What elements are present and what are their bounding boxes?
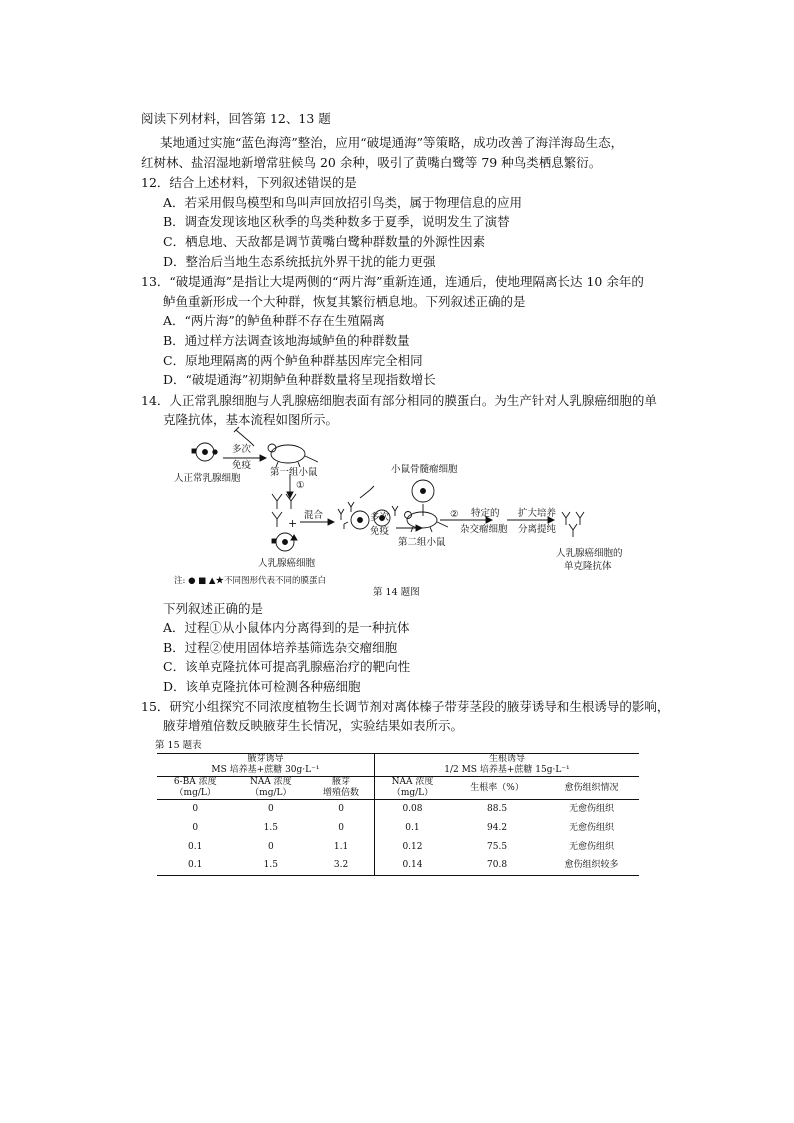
- group-rooting: [374, 754, 639, 777]
- material-line-1: 某地通过实施“蓝色海湾”整治，应用“破堤通海”等策略，成功改善了海洋海岛生态，: [160, 135, 624, 150]
- header-naa-1-b: （mg/L）: [250, 788, 292, 798]
- cell: 无愈伤组织: [569, 841, 615, 852]
- cell: 0: [192, 822, 199, 833]
- header-6ba-a: 6-BA 浓度: [173, 777, 217, 787]
- cell: 0: [308, 800, 374, 819]
- cell: 无愈伤组织: [569, 803, 615, 814]
- cell: 0.1: [157, 857, 233, 876]
- header-root-text: 生根率（%）: [470, 782, 524, 793]
- mouse-1-icon: [268, 444, 318, 467]
- group-2-title: 生根诱导: [488, 754, 525, 764]
- mouse-2-label: 第二组小鼠: [398, 537, 446, 548]
- hybridoma-label-b: 杂交瘤细胞: [460, 524, 508, 535]
- q13-option-b: B．通过样方法调查该地海域鲈鱼的种群数量: [163, 333, 410, 348]
- cell: 0: [267, 841, 274, 852]
- q14-option-b: B．过程②使用固体培养基筛选杂交瘤细胞: [163, 640, 398, 655]
- q14-option-a: A．过程①从小鼠体内分离得到的是一种抗体: [163, 620, 410, 635]
- q14-flow-diagram: [160, 424, 660, 600]
- cell: 75.5: [487, 841, 508, 852]
- cell: 无愈伤组织: [569, 822, 615, 833]
- svg-text:+: +: [288, 517, 298, 530]
- cancer-cell-label: 人乳腺癌细胞: [258, 558, 316, 569]
- q14-ask: 下列叙述正确的是: [163, 601, 264, 616]
- normal-cell-label: 人正常乳腺细胞: [174, 473, 241, 484]
- header-bud: [308, 777, 374, 800]
- header-6ba: [157, 777, 233, 800]
- cell: 愈伤组织较多: [544, 857, 639, 876]
- syringe-icon: [360, 486, 374, 498]
- cancer-cell-icon: [272, 533, 297, 551]
- q14-option-d: D．该单克隆抗体可检测各种癌细胞: [163, 679, 361, 694]
- cell: 0: [308, 819, 374, 838]
- header-naa-2: [374, 777, 450, 800]
- cell: 0.1: [405, 822, 420, 833]
- header-naa-1-a: NAA 浓度: [249, 777, 292, 787]
- header-naa-2-a: NAA 浓度: [391, 777, 434, 787]
- cell: 0.08: [402, 803, 423, 814]
- myeloma-label: 小鼠骨髓瘤细胞: [391, 464, 458, 475]
- monoclonal-antibody-icon: [562, 512, 584, 537]
- cell: 0.14: [374, 857, 450, 876]
- cell: 1.1: [308, 838, 374, 857]
- figure-caption: 第 14 题图: [373, 587, 420, 598]
- result-label-b: 单克隆抗体: [564, 561, 612, 572]
- q13-option-c: C．原地理隔离的两个鲈鱼种群基因库完全相同: [163, 353, 423, 368]
- q15-results-table: [157, 753, 639, 876]
- table-row: [157, 800, 639, 819]
- material-line-2: 红树林、盐沼湿地新增常驻候鸟 20 余种，吸引了黄嘴白鹭等 79 种鸟类栖息繁衍。: [141, 155, 602, 170]
- group-2-medium: 1/2 MS 培养基+蔗糖 15g·L⁻¹: [444, 765, 570, 775]
- cell: 0: [267, 803, 274, 814]
- header-bud-b: 增殖倍数: [323, 788, 360, 798]
- q12-option-b: B．调查发现该地区秋季的鸟类种数多于夏季，说明发生了演替: [163, 214, 510, 229]
- table-row: [157, 819, 639, 838]
- header-naa-1: [233, 777, 308, 800]
- q15-stem-2: 腋芽增殖倍数反映腋芽生长情况，实验结果如表所示。: [163, 718, 464, 733]
- q14-option-c: C．该单克隆抗体可提高乳腺癌治疗的靶向性: [163, 659, 411, 674]
- header-bud-a: 腋芽: [332, 777, 351, 787]
- cell: 88.5: [487, 803, 508, 814]
- header-naa-2-b: （mg/L）: [391, 788, 434, 798]
- q13-option-a: A．“两片海”的鲈鱼种群不存在生殖隔离: [163, 313, 385, 328]
- mouse-2-icon: [405, 512, 449, 533]
- header-callus-text: 愈伤组织情况: [564, 782, 619, 793]
- cell: 94.2: [487, 822, 508, 833]
- q13-stem-1: 13．“破堤通海”是指让大堤两侧的“两片海”重新连通，连通后，使地理隔离长达 10 余年的: [141, 274, 644, 289]
- myeloma-cell-icon: [412, 480, 434, 502]
- q13-option-d: D．“破堤通海”初期鲈鱼种群数量将呈现指数增长: [163, 372, 436, 387]
- group-1-title: 腋芽诱导: [247, 754, 284, 764]
- header-root: [450, 777, 544, 800]
- header-callus: [544, 777, 639, 800]
- group-1-medium: MS 培养基+蔗糖 30g·L⁻¹: [211, 765, 320, 775]
- q12-stem: 12．结合上述材料，下列叙述错误的是: [141, 175, 357, 190]
- reading-intro: 阅读下列材料，回答第 12、13 题: [141, 111, 331, 126]
- immunize-1-label-b: 免疫: [232, 460, 252, 471]
- q12-option-d: D．整治后当地生态系统抵抗外界干扰的能力更强: [163, 254, 436, 269]
- cell: 0: [192, 803, 199, 814]
- hybridoma-label-a: 特定的: [471, 508, 500, 519]
- q12-option-a: A．若采用假鸟模型和鸟叫声回放招引鸟类，属于物理信息的应用: [163, 195, 523, 210]
- cell: 0.1: [188, 841, 203, 852]
- mix-label: 混合: [304, 510, 324, 521]
- immunize-2-label-b: 免疫: [370, 526, 390, 537]
- immunize-2-label-a: 多次: [370, 512, 390, 523]
- immunize-1-label-a: 多次: [232, 444, 252, 455]
- cell: 1.5: [233, 857, 308, 876]
- q15-table-title: 第 15 题表: [155, 740, 202, 751]
- table-row: [157, 838, 639, 857]
- result-label-a: 人乳腺癌细胞的: [556, 548, 623, 559]
- mouse-1-label: 第一组小鼠: [270, 467, 318, 478]
- q15-stem-1: 15．研究小组探究不同浓度植物生长调节剂对离体榛子带芽茎段的腋芽诱导和生根诱导的影响，: [141, 699, 670, 714]
- cell: 70.8: [450, 857, 544, 876]
- header-6ba-b: （mg/L）: [174, 788, 216, 798]
- normal-cell-icon: [192, 443, 217, 461]
- q14-stem-2: 克隆抗体，基本流程如图所示。: [163, 412, 339, 427]
- cell: 0.12: [402, 841, 423, 852]
- q13-stem-2: 鲈鱼重新形成一个大种群，恢复其繁衍栖息地。下列叙述正确的是: [163, 294, 526, 309]
- cell: 1.5: [263, 822, 278, 833]
- figure-note: 注: ● ■ ▲★不同图形代表不同的膜蛋白: [174, 576, 326, 586]
- step-2-label: ②: [450, 509, 459, 520]
- q12-option-c: C．栖息地、天敌都是调节黄嘴白鹭种群数量的外源性因素: [163, 234, 486, 249]
- cell: 3.2: [308, 857, 374, 876]
- step-1-label: ①: [296, 480, 305, 491]
- table-row: [157, 857, 639, 876]
- culture-label-b: 分离提纯: [518, 524, 557, 535]
- group-axillary-bud: [157, 754, 374, 777]
- culture-label-a: 扩大培养: [518, 508, 557, 519]
- q14-stem-1: 14．人正常乳腺细胞与人乳腺癌细胞表面有部分相同的膜蛋白。为生产针对人乳腺癌细胞的单: [141, 393, 657, 408]
